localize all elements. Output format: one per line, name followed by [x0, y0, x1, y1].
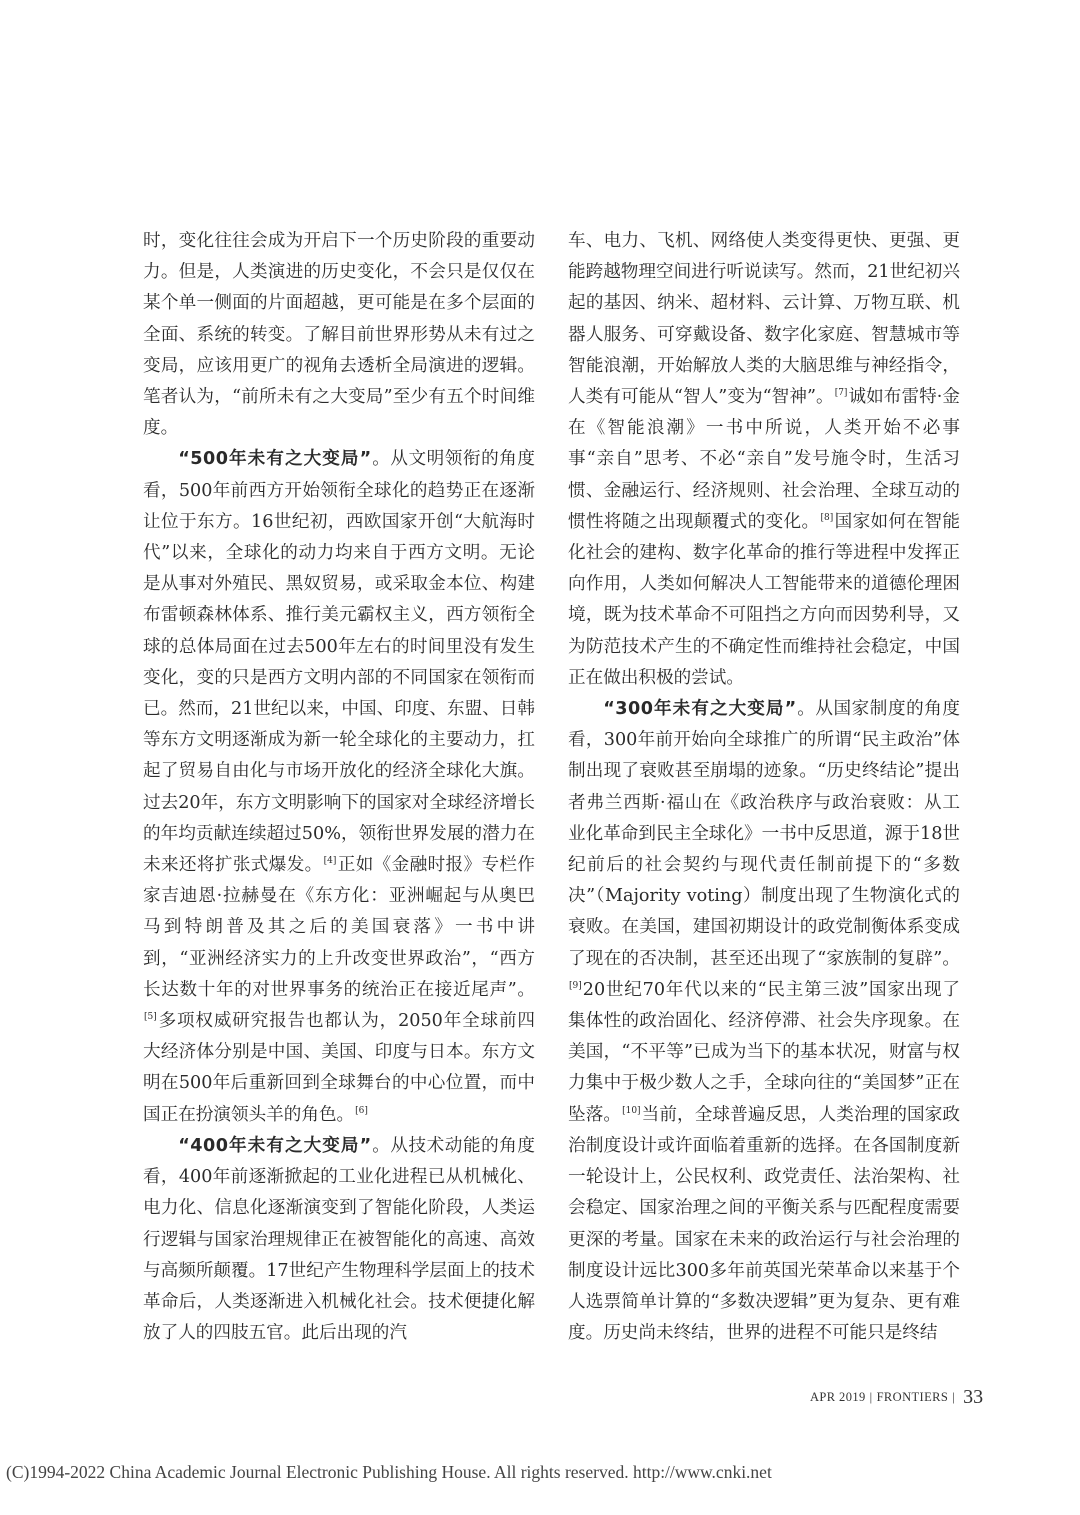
footnote-ref[interactable]: [7]: [834, 388, 848, 399]
issue-date: APR 2019: [810, 1390, 866, 1404]
separator: |: [869, 1390, 873, 1404]
paragraph-text: 20世纪70年代以来的“民主第三波”国家出现了集体性的政治固化、经济停滞、社会失序现象。在美国，“不平等”已成为当下的基本状况，财富与权力集中于极少数人之手，全球向往的“美国梦”正在坠落。: [568, 979, 960, 1125]
section-heading-500: “500年未有之大变局”: [178, 449, 372, 470]
left-paragraph-500-years: [143, 444, 535, 1130]
footnote-ref[interactable]: [8]: [820, 512, 834, 523]
paragraph-text: 。从文明领衔的角度看，500年前西方开始领衔全球化的趋势正在逐渐让位于东方。16世纪初，西欧国家开创“大航海时代”以来，全球化的动力均来自于西方文明。无论是从事对外殖民、黑奴贸易，或采取金本位、构建布雷顿森林体系、推行美元霸权主义，西方领衔全球的总体局面在过去500年左右的时间里没有发生变化，变的只是西方文明内部的不同国家在领衔而已。然而，21世纪以来，中国、印度、东盟、日韩等东方文明逐渐成为新一轮全球化的主要动力，扛起了贸易自由化与市场开放化的经济全球化大旗。过去20年，东方文明影响下的国家对全球经济增长的年均贡献连续超过50%，领衔世界发展的潜力在未来还将扩张式爆发。: [143, 449, 535, 876]
paragraph-text: 当前，全球普遍反思，人类治理的国家政治制度设计或许面临着重新的选择。在各国制度新一轮设计上，公民权利、政党责任、法治架构、社会稳定、国家治理之间的平衡关系与匹配程度需要更深的考量。国家在未来的政治运行与社会治理的制度设计远比300多年前英国光荣革命以来基于个人选票简单计算的“多数决逻辑”更为复杂、更有难度。历史尚未终结，世界的进程不可能只是终结: [568, 1104, 960, 1344]
paragraph-text: 。从技术动能的角度看，400年前逐渐掀起的工业化进程已从机械化、电力化、信息化逐渐演变到了智能化阶段，人类运行逻辑与国家治理规律正在被智能化的高速、高效与高频所颠覆。17世纪产生物理科学层面上的技术革命后，人类逐渐进入机械化社会。技术便捷化解放了人的四肢五官。此后出现的汽: [143, 1135, 535, 1344]
left-paragraph-400-years: [143, 1131, 535, 1349]
footnote-ref[interactable]: [4]: [323, 856, 337, 867]
section-heading-300: “300年未有之大变局”: [603, 699, 797, 720]
right-paragraph-300-years: [568, 694, 960, 1349]
right-paragraph-1: [568, 226, 960, 694]
paragraph-text: 诚如布雷特·金在《智能浪潮》一书中所说，人类开始不必事事“亲自”思考、不必“亲自”发号施令时，生活习惯、金融运行、经济规则、社会治理、全球互动的惯性将随之出现颠覆式的变化。: [568, 387, 960, 532]
paragraph-text: 多项权威研究报告也都认为，2050年全球前四大经济体分别是中国、美国、印度与日本。东方文明在500年后重新回到全球舞台的中心位置，而中国正在扮演领头羊的角色。: [143, 1011, 535, 1125]
footnote-ref[interactable]: [6]: [355, 1105, 368, 1116]
separator: |: [952, 1390, 956, 1404]
page-footer: [810, 1384, 990, 1407]
footnote-ref[interactable]: [9]: [569, 981, 582, 992]
right-column: [568, 226, 960, 1349]
journal-name: FRONTIERS: [876, 1390, 949, 1404]
footnote-ref[interactable]: [10]: [622, 1105, 641, 1116]
footnote-ref[interactable]: [5]: [144, 1012, 157, 1023]
left-column: [143, 226, 535, 1349]
left-paragraph-1: 时，变化往往会成为开启下一个历史阶段的重要动力。但是，人类演进的历史变化，不会只是仅仅在某个单一侧面的片面超越，更可能是在多个层面的全面、系统的转变。了解目前世界形势从未有过之变局，应该用更广的视角去透析全局演进的逻辑。笔者认为，“前所未有之大变局”至少有五个时间维度。: [143, 231, 535, 439]
copyright-notice: (C)1994-2022 China Academic Journal Electronic Publishing House. All rights reserved. http://www.cnki.net: [6, 1462, 772, 1482]
paragraph-text: 车、电力、飞机、网络使人类变得更快、更强、更能跨越物理空间进行听说读写。然而，21世纪初兴起的基因、纳米、超材料、云计算、万物互联、机器人服务、可穿戴设备、数字化家庭、智慧城市等智能浪潮，开始解放人类的大脑思维与神经指令，人类有可能从“智人”变为“智神”。: [568, 231, 960, 408]
section-heading-400: “400年未有之大变局”: [178, 1135, 372, 1156]
paragraph-text: 。从国家制度的角度看，300年前开始向全球推广的所谓“民主政治”体制出现了衰败甚至崩塌的迹象。“历史终结论”提出者弗兰西斯·福山在《政治秩序与政治衰败：从工业化革命到民主全球化》一书中反思道，源于18世纪前后的社会契约与现代责任制前提下的“多数决”（Majority voting）制度出现了生物演化式的衰败。在美国，建国初期设计的政党制衡体系变成了现在的否决制，甚至还出现了“家族制的复辟”。: [568, 699, 960, 969]
paragraph-text: 正如《金融时报》专栏作家吉迪恩·拉赫曼在《东方化：亚洲崛起与从奥巴马到特朗普及其之后的美国衰落》一书中讲到，“亚洲经济实力的上升改变世界政治”，“西方长达数十年的对世界事务的统治正在接近尾声”。: [143, 855, 535, 1000]
paragraph-text: 国家如何在智能化社会的建构、数字化革命的推行等进程中发挥正向作用，人类如何解决人工智能带来的道德伦理困境，既为技术革命不可阻挡之方向而因势利导，又为防范技术产生的不确定性而维持社会稳定，中国正在做出积极的尝试。: [568, 511, 960, 688]
page-number: 33: [963, 1386, 984, 1408]
